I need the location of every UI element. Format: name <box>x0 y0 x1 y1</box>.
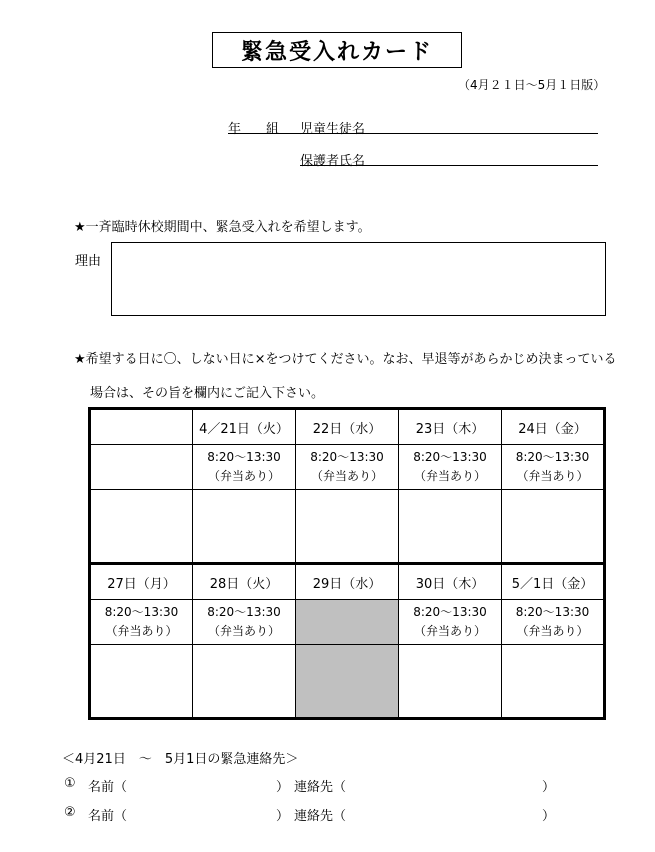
entry-cell[interactable] <box>193 490 296 564</box>
lunch-text: （弁当あり） <box>516 469 589 483</box>
time-cell <box>399 445 502 490</box>
day-header: 30日（木） <box>399 564 502 600</box>
week1-header-row <box>90 409 605 445</box>
day-header: 5／1日（金） <box>502 564 605 600</box>
contact-label[interactable]: 連絡先（ <box>294 780 347 795</box>
version-note: （4月２１日～5月１日版） <box>458 78 606 92</box>
entry-cell[interactable] <box>193 645 296 719</box>
holiday-cell <box>296 600 399 645</box>
day-header: 4／21日（火） <box>193 409 296 445</box>
entry-cell[interactable] <box>502 490 605 564</box>
time-text: 8:20～13:30 <box>310 450 384 464</box>
time-text: 8:20～13:30 <box>413 605 487 619</box>
class-label: 組 <box>266 122 280 137</box>
day-header: 28日（火） <box>193 564 296 600</box>
lunch-text: （弁当あり） <box>516 624 589 638</box>
entry-cell[interactable] <box>399 645 502 719</box>
contact-number: ② <box>64 805 76 820</box>
day-header: 22日（水） <box>296 409 399 445</box>
week2-time-row <box>90 600 605 645</box>
time-text: 8:20～13:30 <box>104 605 179 619</box>
schedule-table <box>88 407 606 720</box>
contact-close: ） <box>542 809 556 824</box>
time-cell <box>90 600 193 645</box>
time-cell <box>502 600 605 645</box>
day-header: 27日（月） <box>90 564 193 600</box>
year-label: 年 <box>228 122 242 137</box>
week2-header-row <box>90 564 605 600</box>
lunch-text: （弁当あり） <box>207 624 280 638</box>
contact-row-1 <box>64 776 564 794</box>
reason-label: 理由 <box>75 254 102 269</box>
week2-entry-row <box>90 645 605 719</box>
time-cell <box>296 445 399 490</box>
lunch-text: （弁当あり） <box>105 624 178 638</box>
student-name-field[interactable] <box>228 118 598 137</box>
lunch-text: （弁当あり） <box>310 469 383 483</box>
entry-cell[interactable] <box>90 645 193 719</box>
guardian-name-field[interactable] <box>300 150 598 169</box>
time-text: 8:20～13:30 <box>515 450 590 464</box>
time-cell <box>502 445 605 490</box>
lunch-text: （弁当あり） <box>207 469 280 483</box>
name-label[interactable]: 名前（ <box>88 809 128 824</box>
time-cell <box>90 445 193 490</box>
request-statement: ★一斉臨時休校期間中、緊急受入れを希望します。 <box>74 220 371 235</box>
name-close: ） <box>276 780 290 795</box>
time-text: 8:20～13:30 <box>515 605 590 619</box>
entry-cell[interactable] <box>296 490 399 564</box>
time-text: 8:20～13:30 <box>207 605 281 619</box>
time-cell <box>399 600 502 645</box>
holiday-cell <box>296 645 399 719</box>
entry-cell[interactable] <box>399 490 502 564</box>
contact-close: ） <box>542 780 556 795</box>
time-cell <box>193 600 296 645</box>
day-header: 23日（木） <box>399 409 502 445</box>
time-text: 8:20～13:30 <box>413 450 487 464</box>
instruction-line-1: ★希望する日に〇、しない日に×をつけてください。なお、早退等があらかじめ決まっている <box>74 352 617 367</box>
week1-entry-row <box>90 490 605 564</box>
guardian-name-label: 保護者氏名 <box>300 154 366 169</box>
student-name-label: 児童生徒名 <box>300 122 366 137</box>
emergency-heading: ＜4月21日 ～ 5月1日の緊急連絡先＞ <box>62 752 299 767</box>
lunch-text: （弁当あり） <box>413 624 486 638</box>
name-close: ） <box>276 809 290 824</box>
lunch-text: （弁当あり） <box>413 469 486 483</box>
time-text: 8:20～13:30 <box>207 450 281 464</box>
name-label[interactable]: 名前（ <box>88 780 128 795</box>
contact-row-2 <box>64 805 564 823</box>
entry-cell[interactable] <box>90 490 193 564</box>
week1-time-row <box>90 445 605 490</box>
day-header: 29日（水） <box>296 564 399 600</box>
week1-corner-cell <box>90 409 193 445</box>
entry-cell[interactable] <box>502 645 605 719</box>
card-title: 緊急受入れカード <box>212 32 462 68</box>
contact-number: ① <box>64 776 76 791</box>
instruction-line-2: 場合は、その旨を欄内にご記入下さい。 <box>90 386 325 401</box>
contact-label[interactable]: 連絡先（ <box>294 809 347 824</box>
reason-box[interactable] <box>111 242 606 316</box>
day-header: 24日（金） <box>502 409 605 445</box>
time-cell <box>193 445 296 490</box>
